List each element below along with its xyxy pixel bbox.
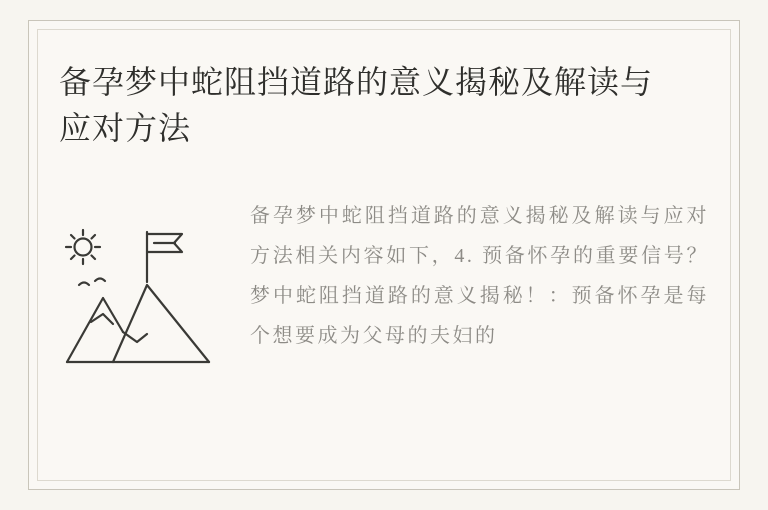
article-card	[28, 20, 740, 490]
article-body: 备孕梦中蛇阻挡道路的意义揭秘及解读与应对方法相关内容如下，4. 预备怀孕的重要信号？梦中蛇阻挡道路的意义揭秘！：预备怀孕是每个想要成为父母的夫妇的	[250, 205, 709, 347]
content-row	[59, 196, 709, 385]
mountains-sun-flag-icon	[59, 196, 244, 385]
page-title: 备孕梦中蛇阻挡道路的意义揭秘及解读与应对方法	[59, 64, 654, 147]
